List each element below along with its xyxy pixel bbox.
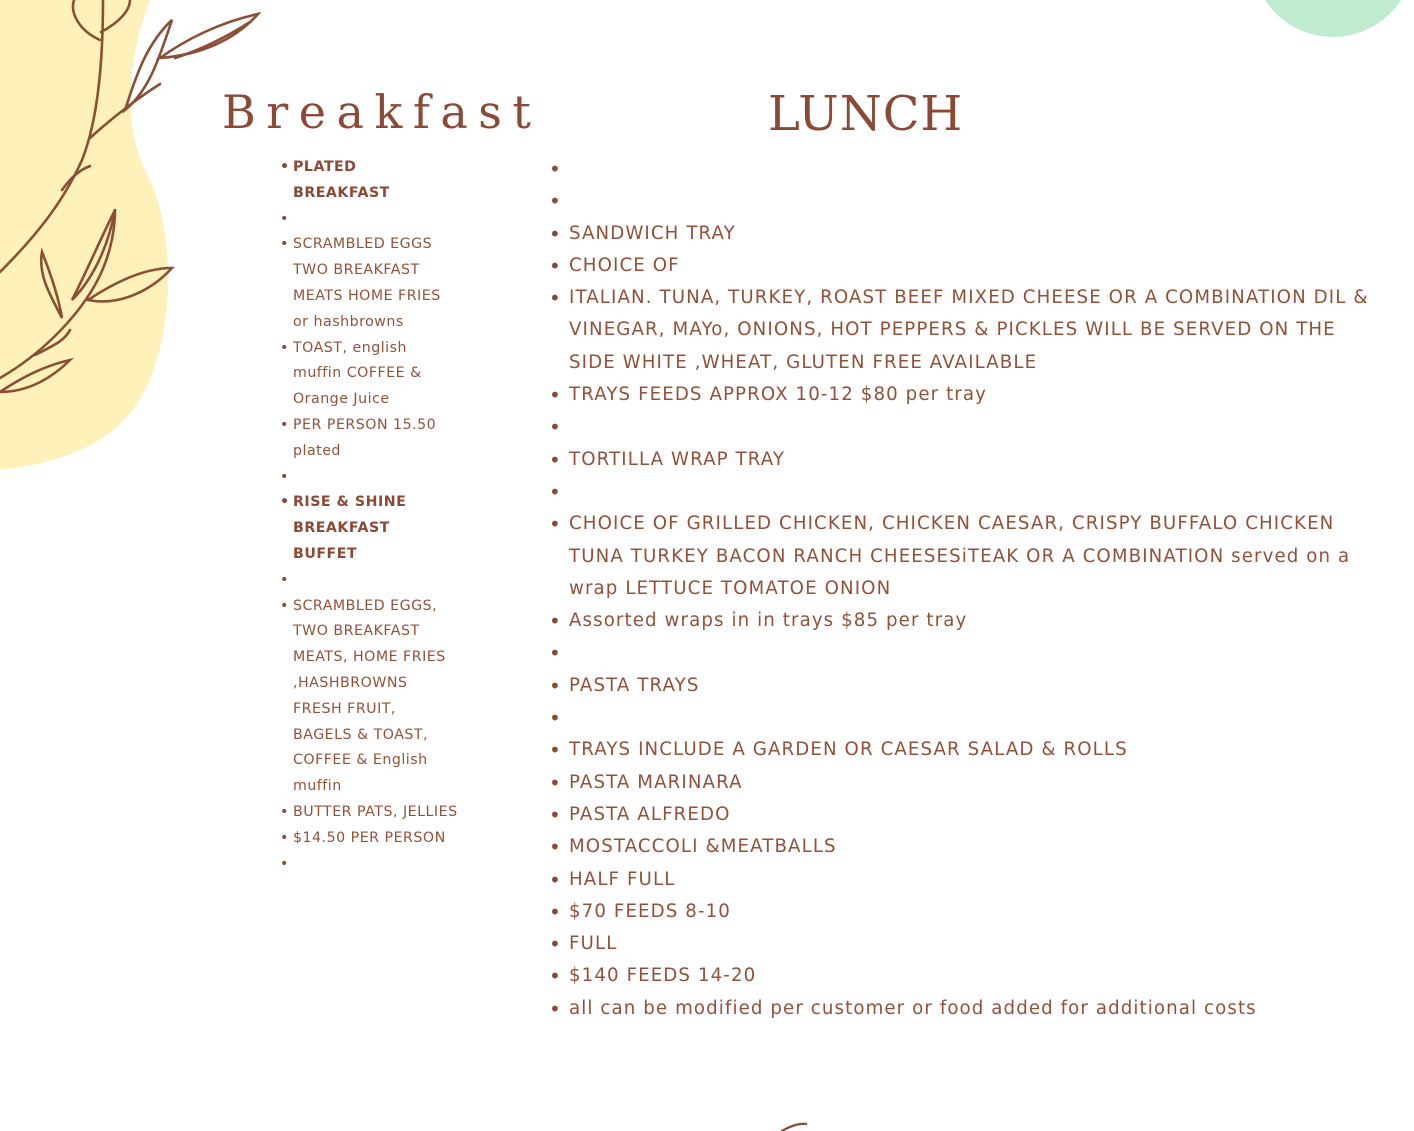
list-item: • $140 FEEDS 14-20 — [569, 960, 1369, 992]
list-item: • BUTTER PATS, JELLIES — [293, 800, 458, 826]
list-item: • HALF FULL — [569, 864, 1369, 896]
breakfast-list — [293, 155, 458, 877]
list-item — [569, 153, 1369, 185]
list-item: • FULL — [569, 928, 1369, 960]
list-item: • RISE & SHINE BREAKFAST BUFFET — [293, 490, 458, 567]
list-item: • Assorted wraps in in trays $85 per tray — [569, 605, 1369, 637]
list-item — [569, 476, 1369, 508]
list-item: • CHOICE OF GRILLED CHICKEN, CHICKEN CAESAR, CRISPY BUFFALO CHICKEN TUNA TURKEY BACON RANCH CHEESESiTEAK OR A COMBINATION served on a wrap LETTUCE TOMATOE ONION — [569, 508, 1369, 605]
list-item: • PER PERSON 15.50 plated — [293, 413, 458, 465]
list-item: • PLATED BREAKFAST — [293, 155, 458, 207]
list-item — [293, 207, 458, 233]
list-item: • MOSTACCOLI &MEATBALLS — [569, 831, 1369, 863]
list-item: • TORTILLA WRAP TRAY — [569, 444, 1369, 476]
lunch-title: LUNCH — [768, 86, 964, 142]
list-item: • $70 FEEDS 8-10 — [569, 896, 1369, 928]
list-item — [293, 568, 458, 594]
list-item: • all can be modified per customer or food added for additional costs — [569, 993, 1369, 1025]
list-item: • $14.50 PER PERSON — [293, 826, 458, 852]
list-item — [569, 637, 1369, 669]
list-item — [569, 702, 1369, 734]
list-item: • PASTA MARINARA — [569, 767, 1369, 799]
list-item: • ITALIAN. TUNA, TURKEY, ROAST BEEF MIXED CHEESE OR A COMBINATION DIL & VINEGAR, MAYo, ONIONS, HOT PEPPERS & PICKLES WILL BE SERVED ON THE SIDE WHITE ,WHEAT, GLUTEN FREE AVAILABLE — [569, 282, 1369, 379]
list-item: • PASTA ALFREDO — [569, 799, 1369, 831]
breakfast-title: Breakfast — [222, 85, 542, 139]
list-item: • SANDWICH TRAY — [569, 218, 1369, 250]
list-item: • TRAYS INCLUDE A GARDEN OR CAESAR SALAD & ROLLS — [569, 734, 1369, 766]
list-item — [569, 185, 1369, 217]
cream-blob — [0, 0, 168, 470]
list-item — [569, 411, 1369, 443]
list-item: • SCRAMBLED EGGS, TWO BREAKFAST MEATS, HOME FRIES ,HASHBROWNS FRESH FRUIT, BAGELS & TOAST, COFFEE & English muffin — [293, 594, 458, 800]
list-item: • SCRAMBLED EGGS TWO BREAKFAST MEATS HOME FRIES or hashbrowns — [293, 232, 458, 335]
lunch-list — [569, 153, 1369, 1025]
bottom-leaf-icon — [782, 1124, 806, 1131]
list-item: • TOAST, english muffin COFFEE & Orange Juice — [293, 336, 458, 413]
list-item: • CHOICE OF — [569, 250, 1369, 282]
list-item — [293, 852, 458, 878]
list-item: • TRAYS FEEDS APPROX 10-12 $80 per tray — [569, 379, 1369, 411]
list-item — [293, 465, 458, 491]
list-item: • PASTA TRAYS — [569, 670, 1369, 702]
